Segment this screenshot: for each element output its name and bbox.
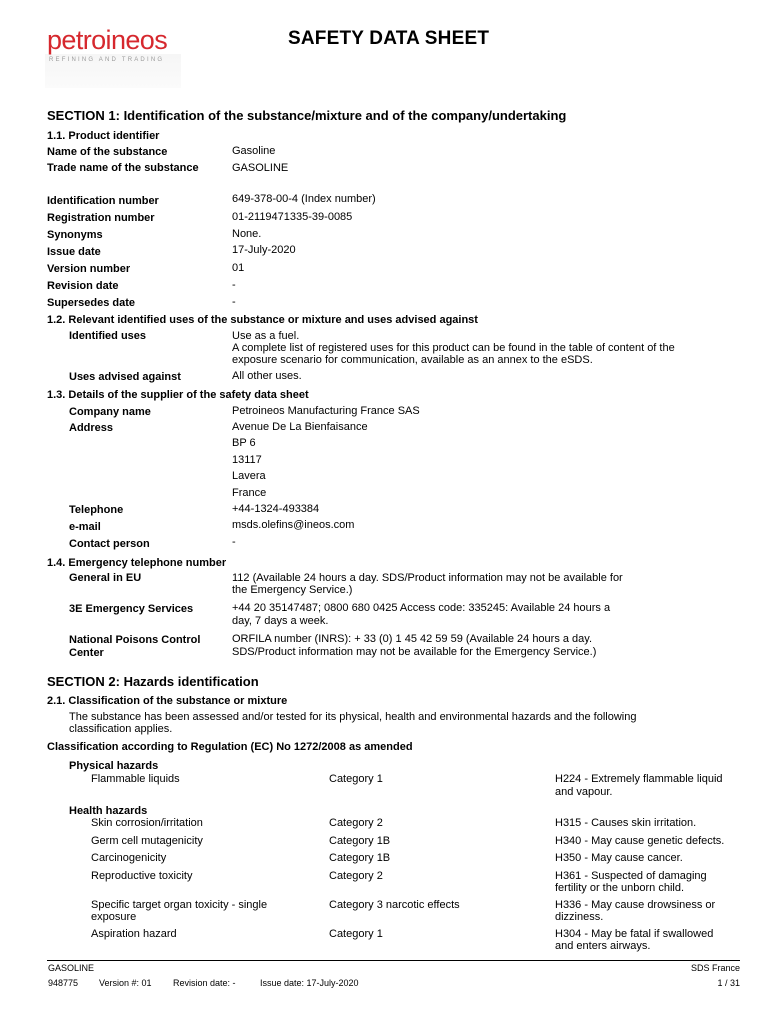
subsection-1-3-heading: 1.3. Details of the supplier of the safety data sheet xyxy=(47,389,309,401)
telephone-label: Telephone xyxy=(69,504,124,516)
identified-uses-label: Identified uses xyxy=(69,330,147,342)
address-line: 13117 xyxy=(232,454,262,466)
hazard-statement: H224 - Extremely flammable liquid xyxy=(555,773,723,785)
field-label: Revision date xyxy=(47,280,119,292)
classification-intro-line: classification applies. xyxy=(69,723,173,735)
field-label: Supersedes date xyxy=(47,297,136,309)
identified-uses-line: exposure scenario for communication, available as an annex to the eSDS. xyxy=(232,354,593,366)
company-name-label: Company name xyxy=(69,406,151,418)
hazard-statement: H304 - May be fatal if swallowed xyxy=(555,928,714,940)
3e-emergency-label: 3E Emergency Services xyxy=(69,603,194,615)
field-label: Registration number xyxy=(47,212,155,224)
3e-emergency-line: +44 20 35147487; 0800 680 0425 Access code: 335245: Available 24 hours a xyxy=(232,602,611,614)
field-label: Version number xyxy=(47,263,131,275)
field-label: Trade name of the substance xyxy=(47,162,199,174)
subsection-1-2-heading: 1.2. Relevant identified uses of the substance or mixture and uses advised against xyxy=(47,314,478,326)
hazard-class: Flammable liquids xyxy=(91,773,180,785)
uses-advised-against-value: All other uses. xyxy=(232,370,302,382)
contact-person-value: - xyxy=(232,536,236,548)
poisons-control-line: ORFILA number (INRS): + 33 (0) 1 45 42 59 59 (Available 24 hours a day. xyxy=(232,633,593,645)
hazard-category: Category 1B xyxy=(329,835,391,847)
email-value: msds.olefins@ineos.com xyxy=(232,519,355,531)
poisons-control-label: National Poisons Control Center xyxy=(69,634,201,659)
identified-uses-line: A complete list of registered uses for this product can be found in the table of content of the xyxy=(232,342,675,354)
classification-regulation-heading: Classification according to Regulation (EC) No 1272/2008 as amended xyxy=(47,741,413,753)
identified-uses-line: Use as a fuel. xyxy=(232,330,300,342)
hazard-statement: H361 - Suspected of damaging xyxy=(555,870,707,882)
footer-revision-date: Revision date: - xyxy=(173,978,236,988)
hazard-statement: and vapour. xyxy=(555,786,613,798)
hazard-statement: and enters airways. xyxy=(555,940,651,952)
hazard-statement: dizziness. xyxy=(555,911,604,923)
hazard-class: Germ cell mutagenicity xyxy=(91,835,203,847)
health-hazards-heading: Health hazards xyxy=(69,805,148,817)
address-line: Avenue De La Bienfaisance xyxy=(232,421,368,433)
3e-emergency-line: day, 7 days a week. xyxy=(232,615,329,627)
hazard-class: Skin corrosion/irritation xyxy=(91,817,203,829)
field-value: - xyxy=(232,296,236,308)
hazard-statement: H336 - May cause drowsiness or xyxy=(555,899,716,911)
uses-advised-against-label: Uses advised against xyxy=(69,371,181,383)
general-eu-line: the Emergency Service.) xyxy=(232,584,353,596)
telephone-value: +44-1324-493384 xyxy=(232,503,320,515)
hazard-class: Aspiration hazard xyxy=(91,928,177,940)
document-title: SAFETY DATA SHEET xyxy=(288,28,490,49)
hazard-class: exposure xyxy=(91,911,137,923)
field-value: None. xyxy=(232,228,262,240)
address-line: BP 6 xyxy=(232,437,256,449)
field-value: 01 xyxy=(232,262,245,274)
section-1-heading: SECTION 1: Identification of the substance/mixture and of the company/undertaking xyxy=(47,108,567,123)
hazard-category: Category 2 xyxy=(329,870,383,882)
footer-product: GASOLINE xyxy=(48,963,95,973)
footer-divider xyxy=(47,960,740,961)
subsection-2-1-heading: 2.1. Classification of the substance or mixture xyxy=(47,695,288,707)
hazard-statement: H350 - May cause cancer. xyxy=(555,852,683,864)
field-value: Gasoline xyxy=(232,145,276,157)
subsection-1-1-heading: 1.1. Product identifier xyxy=(47,130,160,142)
hazard-category: Category 1 xyxy=(329,928,383,940)
poisons-control-line: SDS/Product information may not be available for the Emergency Service.) xyxy=(232,646,597,658)
field-label: Identification number xyxy=(47,195,159,207)
field-label: Name of the substance xyxy=(47,146,168,158)
field-value: GASOLINE xyxy=(232,162,289,174)
footer-sds-country: SDS France xyxy=(690,963,740,973)
hazard-class: Reproductive toxicity xyxy=(91,870,193,882)
field-value: 649-378-00-4 (Index number) xyxy=(232,193,376,205)
field-value: 01-2119471335-39-0085 xyxy=(232,211,353,223)
hazard-class: Carcinogenicity xyxy=(91,852,167,864)
hazard-statement: H340 - May cause genetic defects. xyxy=(555,835,725,847)
section-2-heading: SECTION 2: Hazards identification xyxy=(47,674,259,689)
hazard-statement: H315 - Causes skin irritation. xyxy=(555,817,697,829)
hazard-category: Category 2 xyxy=(329,817,383,829)
email-label: e-mail xyxy=(69,521,101,533)
field-value: - xyxy=(232,279,236,291)
field-label: Synonyms xyxy=(47,229,103,241)
footer-doc-number: 948775 xyxy=(48,978,79,988)
hazard-class: Specific target organ toxicity - single xyxy=(91,899,268,911)
address-line: Lavera xyxy=(232,470,266,482)
hazard-category: Category 3 narcotic effects xyxy=(329,899,460,911)
general-eu-line: 112 (Available 24 hours a day. SDS/Product information may not be available for xyxy=(232,572,623,584)
company-logo: petroineos xyxy=(47,25,168,55)
subsection-1-4-heading: 1.4. Emergency telephone number xyxy=(47,557,227,569)
logo-tagline: REFINING AND TRADING xyxy=(49,57,165,63)
hazard-category: Category 1B xyxy=(329,852,391,864)
hazard-statement: fertility or the unborn child. xyxy=(555,882,685,894)
physical-hazards-heading: Physical hazards xyxy=(69,760,159,772)
general-eu-label: General in EU xyxy=(69,572,142,584)
footer-issue-date: Issue date: 17-July-2020 xyxy=(260,978,359,988)
address-line: France xyxy=(232,487,267,499)
address-label: Address xyxy=(69,422,114,434)
page-number: 1 / 31 xyxy=(717,978,740,988)
company-name-value: Petroineos Manufacturing France SAS xyxy=(232,405,420,417)
contact-person-label: Contact person xyxy=(69,538,150,550)
field-value: 17-July-2020 xyxy=(232,244,296,256)
footer-version: Version #: 01 xyxy=(99,978,152,988)
field-label: Issue date xyxy=(47,246,101,258)
classification-intro-line: The substance has been assessed and/or tested for its physical, health and environmental hazards and the following xyxy=(69,711,637,723)
hazard-category: Category 1 xyxy=(329,773,383,785)
